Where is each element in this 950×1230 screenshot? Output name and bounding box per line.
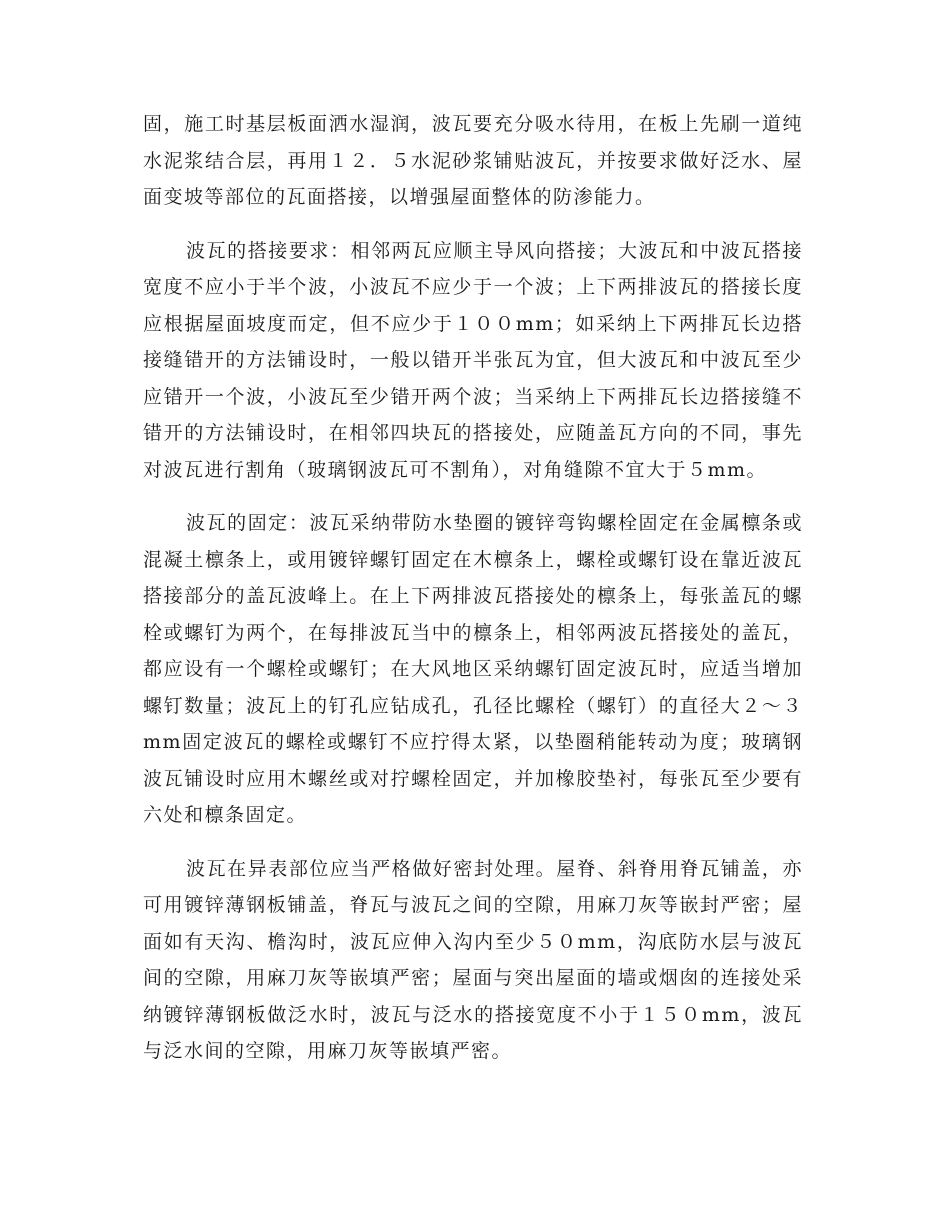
document-body <box>143 106 803 1070</box>
paragraph-lap-requirements: 波瓦的搭接要求：相邻两瓦应顺主导风向搭接；大波瓦和中波瓦搭接宽度不应小于半个波，小波瓦不应少于一个波；上下两排波瓦的搭接长度应根据屋面坡度而定，但不应少于１００mm；如采纳上下两排瓦长边搭接缝错开的方法铺设时，一般以错开半张瓦为宜，但大波瓦和中波瓦至少应错开一个波，小波瓦至少错开两个波；当采纳上下两排瓦长边搭接缝不错开的方法铺设时，在相邻四块瓦的搭接处，应随盖瓦方向的不同，事先对波瓦进行割角（玻璃钢波瓦可不割角），对角缝隙不宜大于５mm。 <box>143 239 803 481</box>
paragraph-sealing: 波瓦在异表部位应当严格做好密封处理。屋脊、斜脊用脊瓦铺盖，亦可用镀锌薄钢板铺盖，脊瓦与波瓦之间的空隙，用麻刀灰等嵌封严密；屋面如有天沟、檐沟时，波瓦应伸入沟内至少５０mm，沟底防水层与波瓦间的空隙，用麻刀灰等嵌填严密；屋面与突出屋面的墙或烟囱的连接处采纳镀锌薄钢板做泛水时，波瓦与泛水的搭接宽度不小于１５０mm，波瓦与泛水间的空隙，用麻刀灰等嵌填严密。 <box>143 857 803 1062</box>
paragraph-continuation: 固，施工时基层板面洒水湿润，波瓦要充分吸水待用，在板上先刷一道纯水泥浆结合层，再用１２．５水泥砂浆铺贴波瓦，并按要求做好泛水、屋面变坡等部位的瓦面搭接，以增强屋面整体的防渗能力。 <box>143 113 803 208</box>
paragraph-fixing: 波瓦的固定：波瓦采纳带防水垫圈的镀锌弯钩螺栓固定在金属檩条或混凝土檩条上，或用镀锌螺钉固定在木檩条上，螺栓或螺钉设在靠近波瓦搭接部分的盖瓦波峰上。在上下两排波瓦搭接处的檩条上，每张盖瓦的螺栓或螺钉为两个，在每排波瓦当中的檩条上，相邻两波瓦搭接处的盖瓦，都应设有一个螺栓或螺钉；在大风地区采纳螺钉固定波瓦时，应适当增加螺钉数量；波瓦上的钉孔应钻成孔，孔径比螺栓（螺钉）的直径大２～３mm固定波瓦的螺栓或螺钉不应拧得太紧，以垫圈稍能转动为度；玻璃钢波瓦铺设时应用木螺丝或对拧螺栓固定，并加橡胶垫衬，每张瓦至少要有六处和檩条固定。 <box>143 512 803 826</box>
